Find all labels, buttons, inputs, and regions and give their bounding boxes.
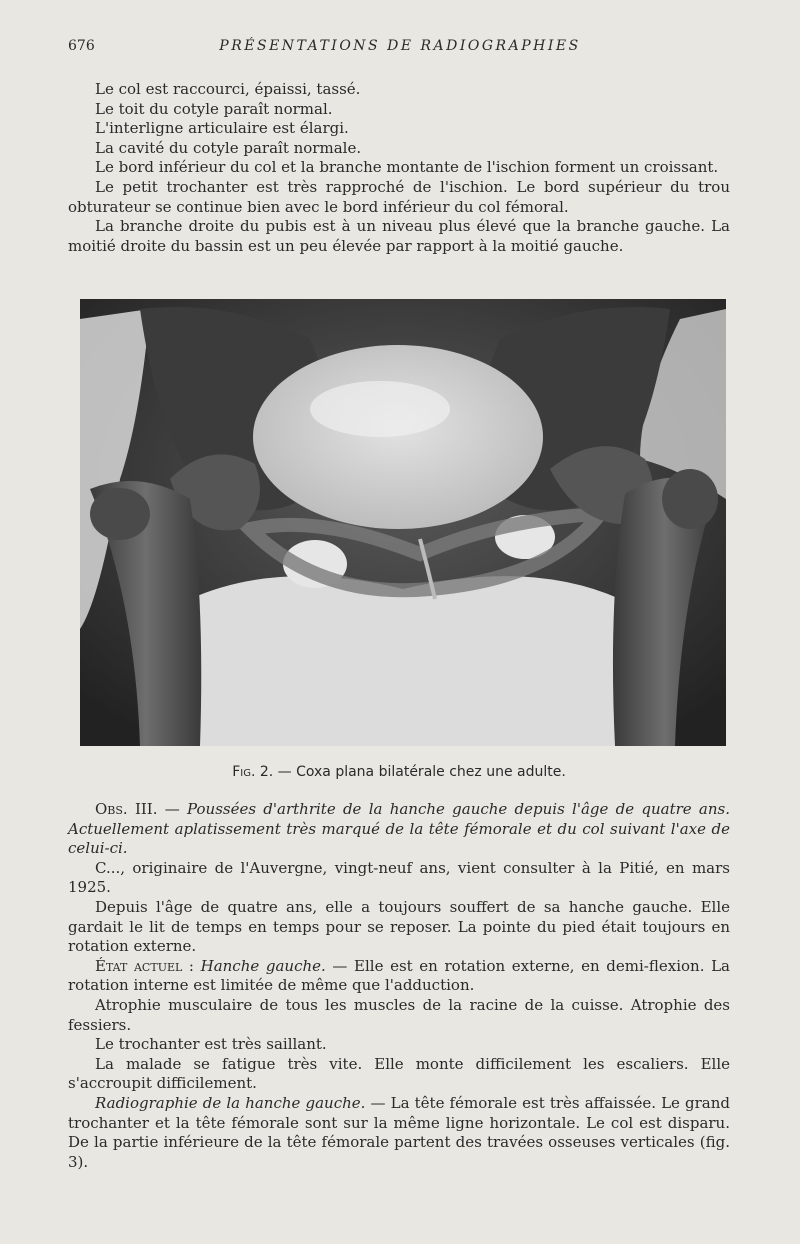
paragraph: Le toit du cotyle paraît normal. (95, 99, 333, 118)
observation-heading (68, 800, 730, 859)
etat-paragraph (68, 957, 730, 996)
running-head (68, 38, 732, 58)
observation-text (68, 800, 730, 1172)
paragraph: Le bord inférieur du col et la branche montante de l'ischion forment un croissant. (95, 158, 719, 177)
figure-label: Fig. 2. (232, 764, 274, 780)
paragraph: Le petit trochanter est très rapproché de l'ischion. Le bord supérieur du trou obturateur se continue bien avec le bord inférieur du col fémoral. (68, 177, 730, 216)
paragraph: La malade se fatigue très vite. Elle monte difficilement les escaliers. Elle s'accroupit difficilement. (68, 1054, 730, 1093)
paragraph: La branche droite du pubis est à un niveau plus élevé que la branche gauche. La moitié droite du bassin est un peu élevée par rapport à la moitié gauche. (68, 217, 730, 255)
observation-title: — Poussées d'arthrite de la hanche gauche depuis l'âge de quatre ans. Actuellement aplatissement très marqué de la tête fémorale et du col suivant l'axe de celui-ci. (68, 800, 730, 858)
paragraph: Atrophie musculaire de tous les muscles de la racine de la cuisse. Atrophie des fessiers. (68, 995, 730, 1034)
top-text (68, 80, 730, 256)
paragraph: La cavité du cotyle paraît normale. (95, 138, 362, 157)
etat-text: — Elle est en rotation externe, en demi-flexion. La rotation interne est limitée de même que l'adduction. (68, 956, 730, 995)
running-title: PRÉSENTATIONS DE RADIOGRAPHIES (219, 38, 581, 54)
paragraph: Le col est raccourci, épaissi, tassé. (95, 80, 361, 98)
paragraph: L'interligne articulaire est élargi. (95, 119, 349, 138)
page-number: 676 (68, 38, 95, 54)
radio-paragraph (68, 1094, 730, 1172)
etat-label: État actuel : (95, 956, 194, 975)
figure-caption (68, 764, 730, 780)
radio-text: — La tête fémorale est très affaissée. Le grand trochanter et la tête fémorale sont sur la même ligne horizontale. Le col est disparu. De la partie inférieure de la tête fémorale partent des travées osseuses verticales (fig. 3). (68, 1093, 730, 1171)
radio-label: Radiographie de la hanche gauche. (95, 1093, 366, 1112)
pelvis-radiograph (80, 299, 726, 746)
paragraph: Le trochanter est très saillant. (95, 1035, 327, 1054)
etat-topic: Hanche gauche. (193, 956, 326, 975)
paragraph: Depuis l'âge de quatre ans, elle a toujours souffert de sa hanche gauche. Elle gardait le lit de temps en temps pour se reposer. La pointe du pied était toujours en rotation externe. (68, 897, 730, 956)
figure-caption-text: — Coxa plana bilatérale chez une adulte. (273, 764, 566, 780)
paragraph: C..., originaire de l'Auvergne, vingt-neuf ans, vient consulter à la Pitié, en mars 1925. (68, 858, 730, 897)
observation-label: Obs. III. (95, 800, 158, 818)
